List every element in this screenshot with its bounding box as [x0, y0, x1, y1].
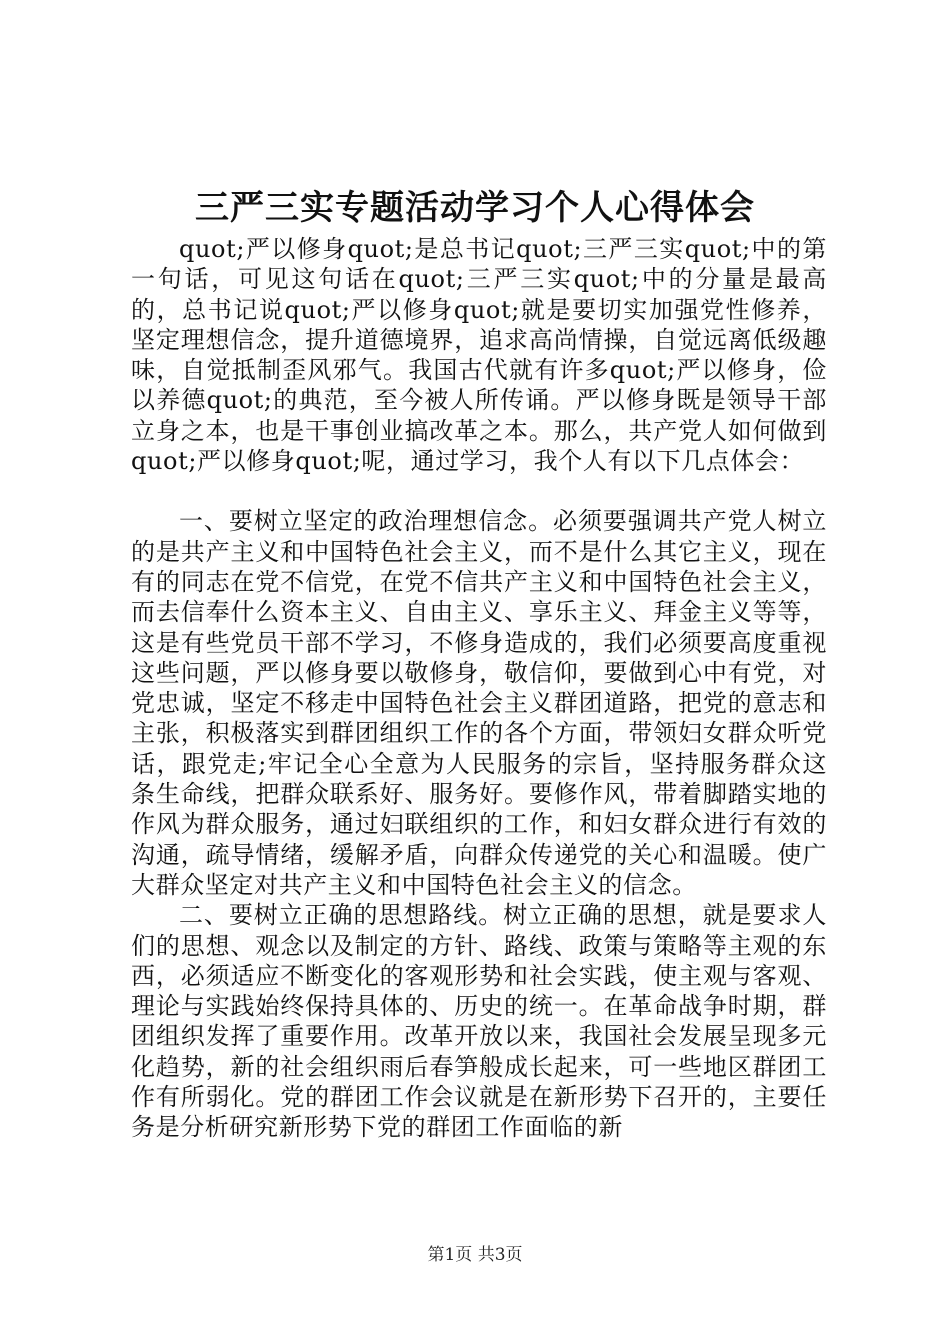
- paragraph-point-two: 二、要树立正确的思想路线。树立正确的思想，就是要求人们的思想、观念以及制定的方针、路线、政策与策略等主观的东西，必须适应不断变化的客观形势和社会实践，使主观与客观、理论与实践始终保持具体的、历史的统一。在革命战争时期，群团组织发挥了重要作用。改革开放以来，我国社会发展呈现多元化趋势，新的社会组织雨后春笋般成长起来，可一些地区群团工作有所弱化。党的群团工作会议就是在新形势下召开的，主要任务是分析研究新形势下党的群团工作面临的新: [131, 901, 827, 1142]
- document-body: [131, 234, 827, 1143]
- paragraph-intro: quot;严以修身quot;是总书记quot;三严三实quot;中的第一句话，可见这句话在quot;三严三实quot;中的分量是最高的，总书记说quot;严以修身quot;就是要切实加强党性修养，坚定理想信念，提升道德境界，追求高尚情操，自觉远离低级趣味，自觉抵制歪风邪气。我国古代就有许多quot;严以修身，俭以养德quot;的典范，至今被人所传诵。严以修身既是领导干部立身之本，也是干事创业搞改革之本。那么，共产党人如何做到quot;严以修身quot;呢，通过学习，我个人有以下几点体会：: [131, 235, 827, 476]
- document-title: 三严三实专题活动学习个人心得体会: [195, 188, 755, 228]
- paragraph-point-one: 一、要树立坚定的政治理想信念。必须要强调共产党人树立的是共产主义和中国特色社会主义，而不是什么其它主义，现在有的同志在党不信党，在党不信共产主义和中国特色社会主义，而去信奉什么资本主义、自由主义、享乐主义、拜金主义等等，这是有些党员干部不学习，不修身造成的，我们必须要高度重视这些问题，严以修身要以敬修身，敬信仰，要做到心中有党，对党忠诚，坚定不移走中国特色社会主义群团道路，把党的意志和主张，积极落实到群团组织工作的各个方面，带领妇女群众听党话，跟党走;牢记全心全意为人民服务的宗旨，坚持服务群众这条生命线，把群众联系好、服务好。要修作风，带着脚踏实地的作风为群众服务，通过妇联组织的工作，和妇女群众进行有效的沟通，疏导情绪，缓解矛盾，向群众传递党的关心和温暖。使广大群众坚定对共产主义和中国特色社会主义的信念。: [131, 507, 827, 899]
- page-number-footer: 第1页 共3页: [427, 1245, 523, 1265]
